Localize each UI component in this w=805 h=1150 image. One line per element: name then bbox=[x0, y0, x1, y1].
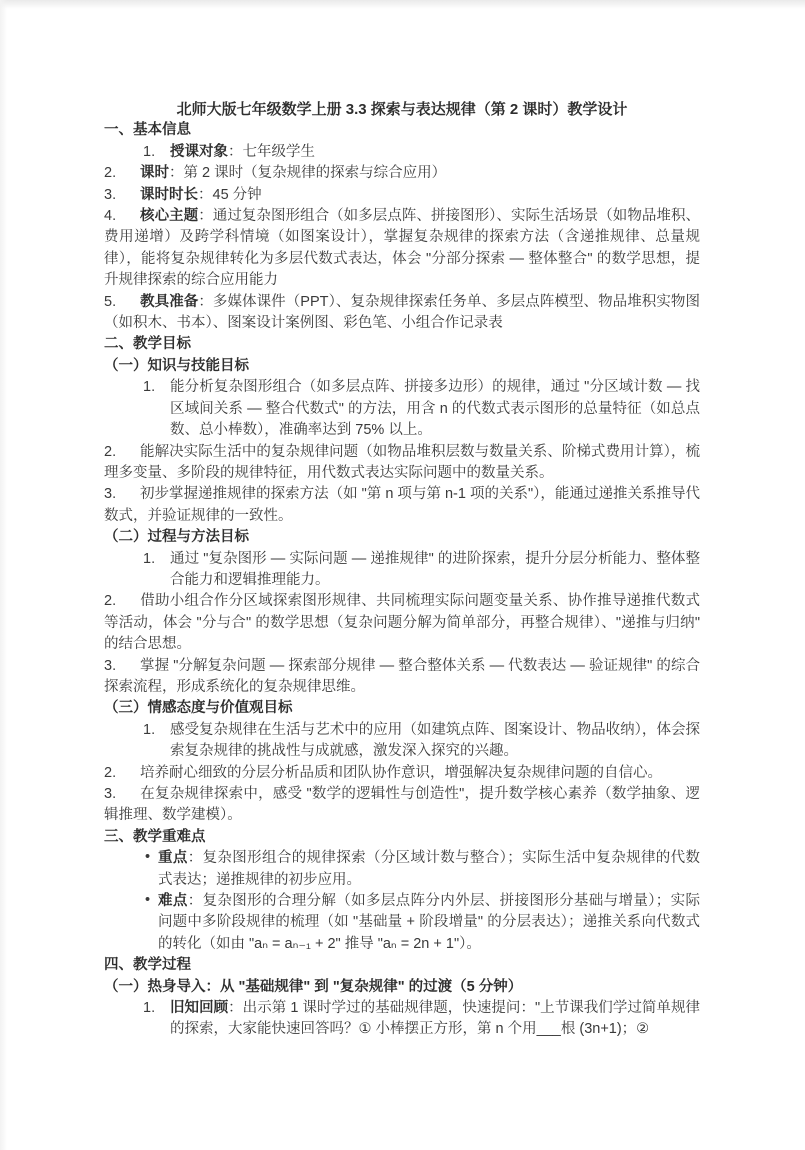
item-text: ：复杂图形的合理分解（如多层点阵分内外层、拼接图形分基础与增量）；实际问题中多阶段规律的梳理（如 "基础量 + 阶段增量" 的分层表达）；递推关系向代数式的转化（如由 "aₙ = aₙ₋₁ + 2" 推导 "aₙ = 2n + 1"）。 bbox=[158, 893, 701, 952]
section-heading-teaching-process: 四、教学过程 bbox=[104, 957, 191, 974]
item-text: ：通过复杂图形组合（如多层点阵、拼接图形）、实际生活场景（如物品堆积、费用递增）及跨学科情境（如图案设计），掌握复杂规律的探索方法（含递推规律、总量规律），能将复杂规律转化为多层代数式表达，体会 "分部分探索 — 整体整合" 的数学思想，提升规律探索的综合应用能力 bbox=[104, 208, 701, 289]
subsection-heading-warmup-intro: （一）热身导入：从 "基础规律" 到 "复杂规律" 的过渡（5 分钟） bbox=[104, 978, 523, 995]
item-text: 初步掌握递推规律的探索方法（如 "第 n 项与第 n-1 项的关系"），能通过递推关系推导代数式，并验证规律的一致性。 bbox=[104, 486, 700, 524]
page-top-shadow bbox=[0, 0, 805, 9]
list-item bbox=[104, 848, 700, 891]
item-number: 5. bbox=[104, 293, 117, 310]
bullet-marker: • bbox=[145, 849, 151, 866]
list-item bbox=[104, 784, 700, 827]
bullet-marker: • bbox=[145, 892, 151, 909]
list-item bbox=[104, 720, 700, 763]
item-number: 3. bbox=[104, 786, 117, 802]
item-text: ：复杂图形组合的规律探索（分区域计数与整合）；实际生活中复杂规律的代数式表达；递推规律的初步应用。 bbox=[158, 850, 701, 888]
list-item bbox=[104, 549, 700, 592]
item-text: 能分析复杂图形组合（如多层点阵、拼接多边形）的规律，通过 "分区域计数 — 找区域间关系 — 整合代数式" 的方法，用含 n 的代数式表示图形的总量特征（如总点数、总小棒数），准确率达到 75% 以上。 bbox=[170, 379, 700, 439]
item-text: 通过 "复杂图形 — 实际问题 — 递推规律" 的进阶探索，提升分层分析能力、整体整合能力和逻辑推理能力。 bbox=[170, 550, 700, 588]
item-text: 培养耐心细致的分层分析品质和团队协作意识，增强解决复杂规律问题的自信心。 bbox=[140, 764, 662, 781]
doc-title: 北师大版七年级数学上册 3.3 探索与表达规律（第 2 课时）教学设计 bbox=[176, 101, 628, 118]
item-text: 在复杂规律探索中，感受 "数学的逻辑性与创造性"，提升数学核心素养（数学抽象、逻辑推理、数学建模）。 bbox=[104, 786, 700, 824]
item-label: 授课对象 bbox=[170, 143, 228, 160]
item-number: 3. bbox=[104, 186, 117, 203]
item-label: 难点 bbox=[158, 893, 188, 910]
item-number: 2. bbox=[104, 764, 117, 781]
item-label: 教具准备 bbox=[140, 293, 199, 310]
item-text: ：多媒体课件（PPT）、复杂规律探索任务单、多层点阵模型、物品堆积实物图（如积木、书本）、图案设计案例图、彩色笔、小组合作记录表 bbox=[104, 293, 701, 332]
item-text: ：第 2 课时（复杂规律的探索与综合应用） bbox=[169, 165, 447, 182]
item-label: 课时时长 bbox=[140, 186, 198, 203]
item-number: 3. bbox=[104, 486, 117, 503]
list-item bbox=[104, 185, 700, 206]
list-item bbox=[104, 484, 700, 527]
item-number: 1. bbox=[143, 379, 156, 396]
item-text: 能解决实际生活中的复杂规律问题（如物品堆积层数与数量关系、阶梯式费用计算），梳理多变量、多阶段的规律特征，用代数式表达实际问题中的数量关系。 bbox=[104, 443, 700, 481]
item-number: 1. bbox=[143, 550, 156, 567]
list-item bbox=[104, 442, 700, 485]
item-label: 旧知回顾 bbox=[170, 1000, 229, 1017]
item-number: 1. bbox=[143, 721, 156, 738]
item-number: 2. bbox=[104, 443, 117, 460]
list-item bbox=[104, 292, 700, 335]
list-item bbox=[104, 591, 700, 655]
list-item bbox=[104, 163, 700, 184]
item-label: 核心主题 bbox=[140, 208, 199, 225]
item-text: ：45 分钟 bbox=[198, 186, 262, 203]
item-text: 掌握 "分解复杂问题 — 探索部分规律 — 整合整体关系 — 代数表达 — 验证规律" 的综合探索流程，形成系统化的复杂规律思维。 bbox=[104, 657, 700, 695]
page-left-shadow bbox=[0, 0, 7, 1150]
list-item bbox=[104, 763, 700, 784]
item-text: ：七年级学生 bbox=[228, 143, 315, 160]
item-text: 借助小组合作分区域探索图形规律、共同梳理实际问题变量关系、协作推导递推代数式等活动，体会 "分与合" 的数学思想（复杂问题分解为简单部分，再整合规律）、"递推与归纳" 的结合思想。 bbox=[104, 593, 700, 653]
list-item bbox=[104, 142, 700, 163]
item-text: 感受复杂规律在生活与艺术中的应用（如建筑点阵、图案设计、物品收纳），体会探索复杂规律的挑战性与成就感，激发深入探究的兴趣。 bbox=[170, 721, 700, 760]
item-label: 重点 bbox=[158, 850, 188, 867]
document-page bbox=[104, 99, 700, 1041]
subsection-heading-emotion-values: （三）情感态度与价值观目标 bbox=[104, 700, 293, 717]
subsection-heading-process-methods: （二）过程与方法目标 bbox=[104, 529, 249, 546]
item-number: 1. bbox=[143, 1000, 156, 1017]
item-text: ：出示第 1 课时学过的基础规律题，快速提问："上节课我们学过简单规律的探索，大家能快速回答吗？① 小棒摆正方形，第 n 个用___根 (3n+1)；② bbox=[170, 1000, 700, 1038]
list-item bbox=[104, 206, 700, 292]
item-number: 2. bbox=[104, 593, 117, 610]
item-number: 4. bbox=[104, 208, 117, 225]
list-item bbox=[104, 891, 700, 955]
item-label: 课时 bbox=[140, 165, 169, 182]
list-item bbox=[104, 656, 700, 699]
item-number: 3. bbox=[104, 657, 117, 674]
subsection-heading-knowledge-skills: （一）知识与技能目标 bbox=[104, 357, 249, 374]
section-heading-basic-info: 一、基本信息 bbox=[104, 122, 191, 139]
list-item bbox=[104, 998, 700, 1041]
list-item bbox=[104, 377, 700, 441]
item-number: 1. bbox=[143, 143, 156, 160]
section-heading-key-difficult-points: 三、教学重难点 bbox=[104, 828, 206, 845]
section-heading-teaching-goals: 二、教学目标 bbox=[104, 336, 191, 353]
item-number: 2. bbox=[104, 165, 117, 182]
